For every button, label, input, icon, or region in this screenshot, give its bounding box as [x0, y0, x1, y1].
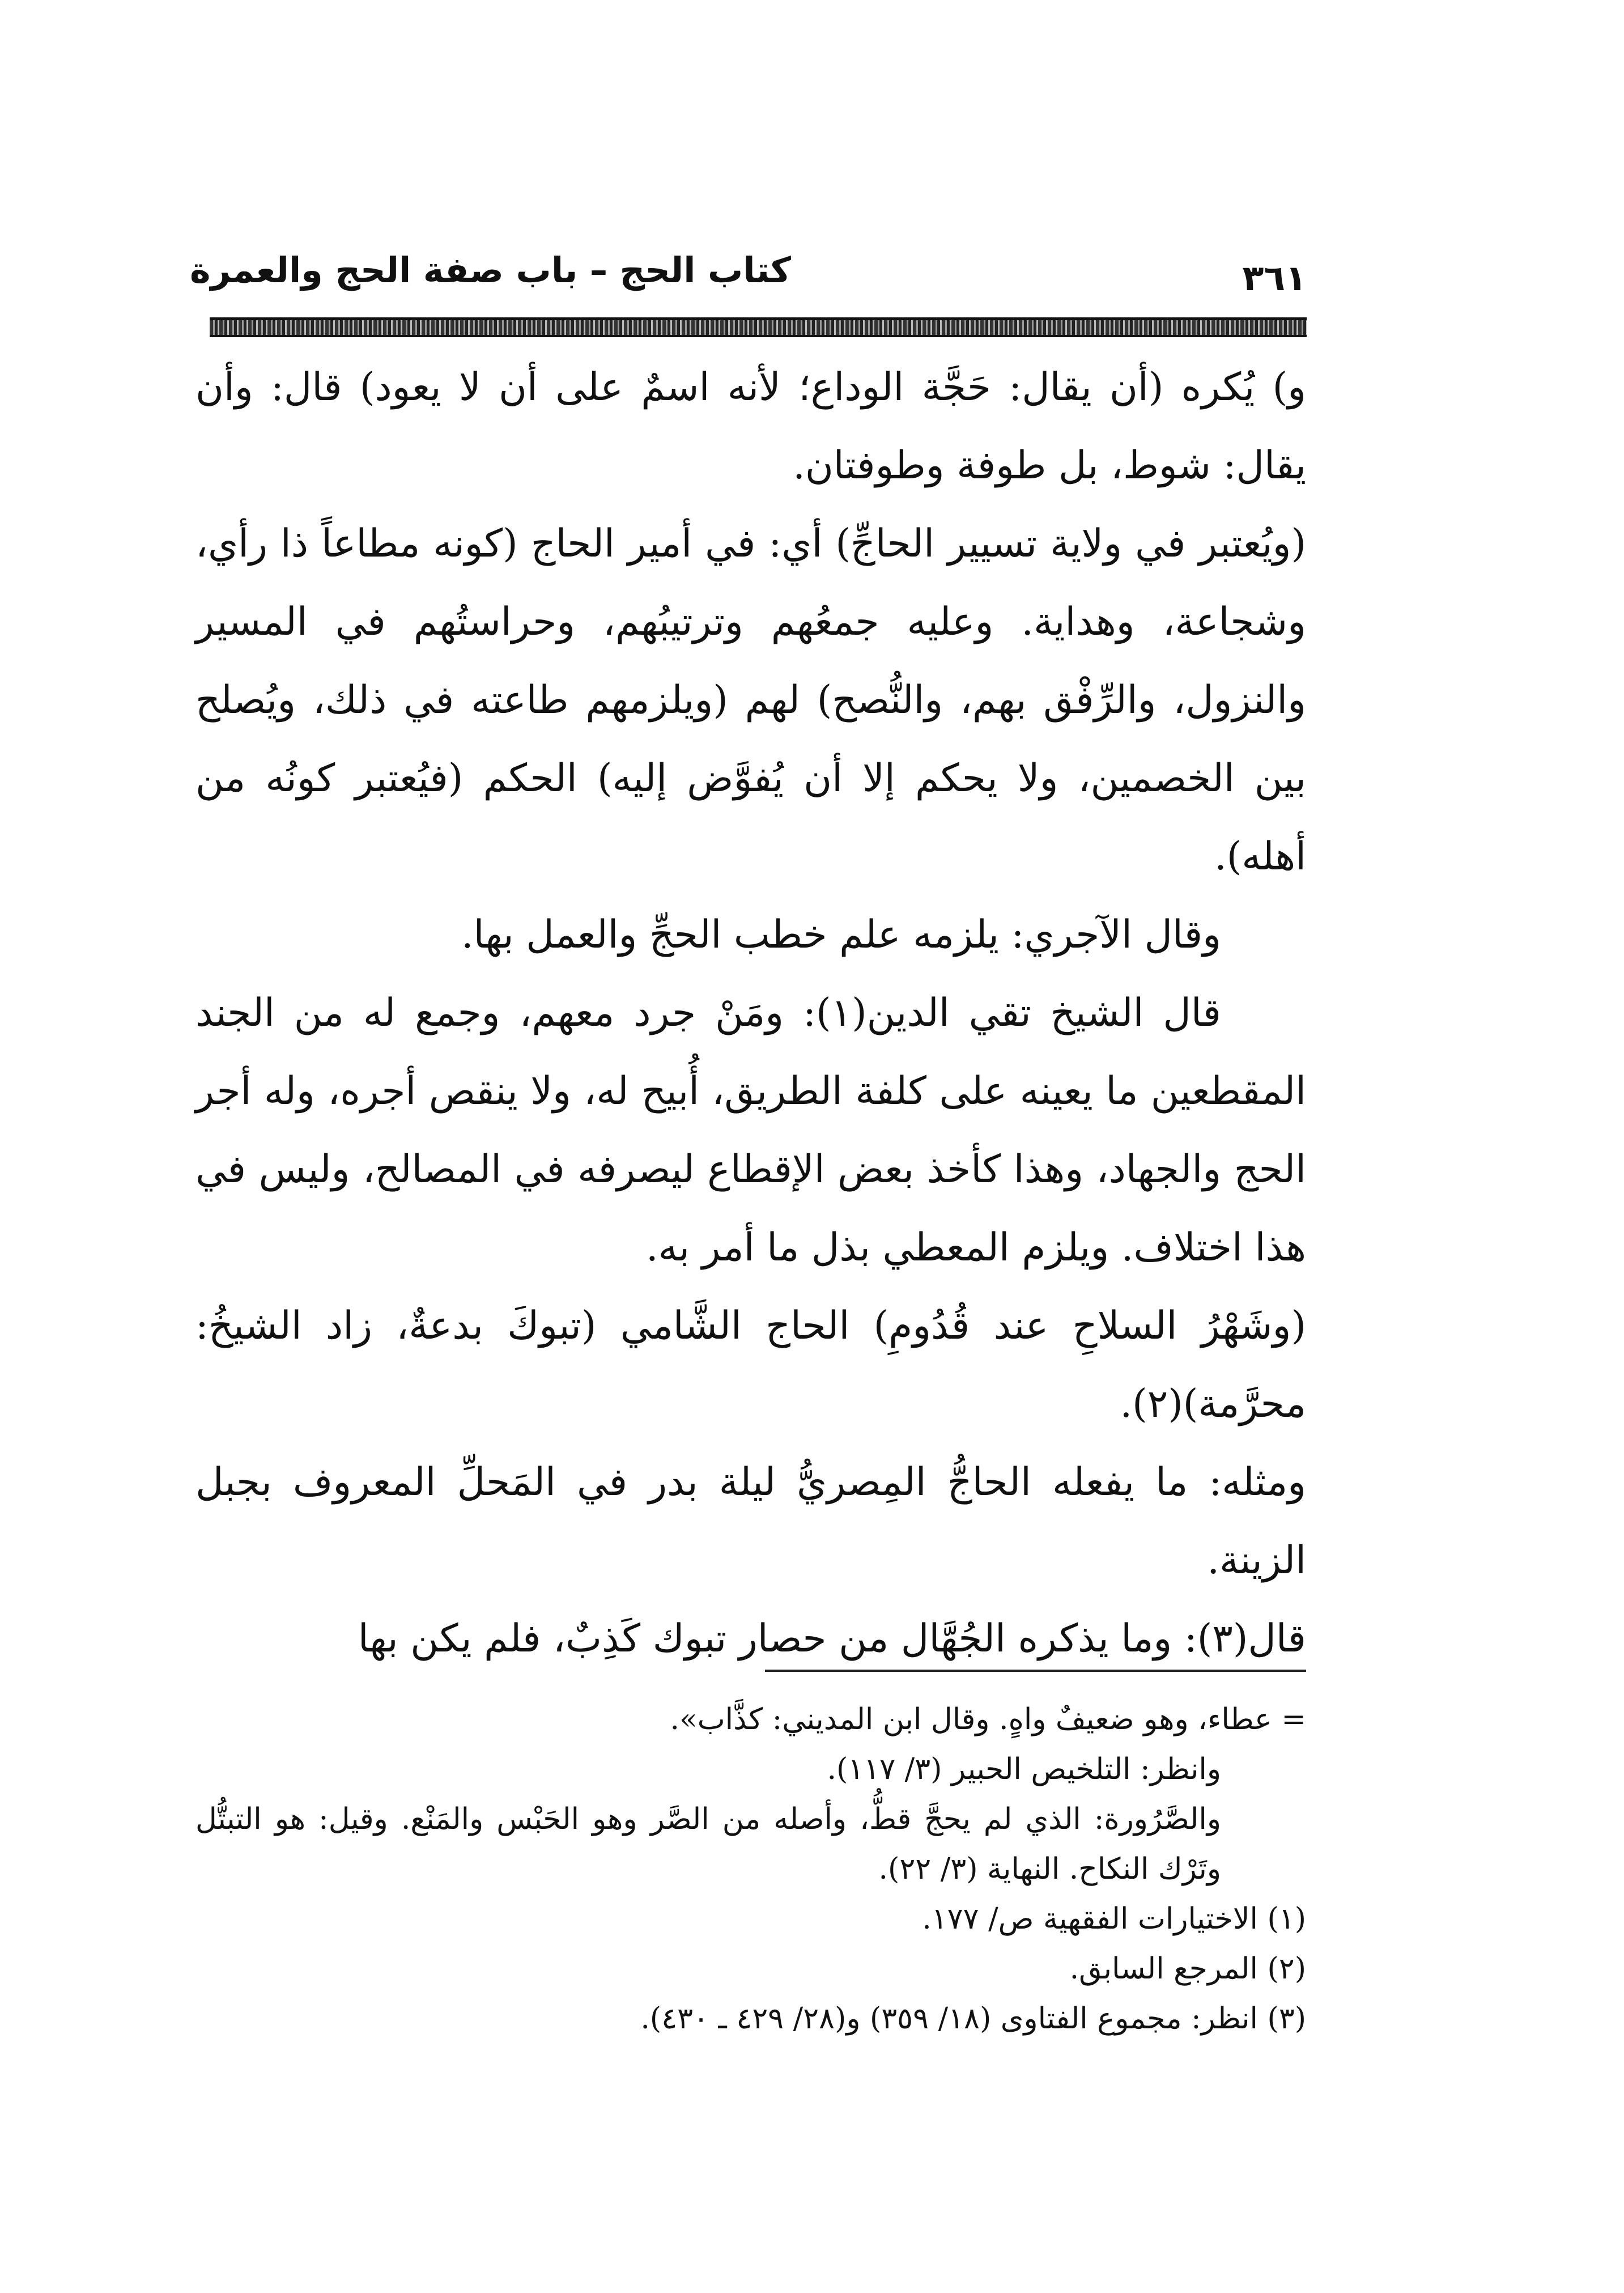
- paragraph: و) يُكره (أن يقال: حَجَّة الوداع؛ لأنه اسمٌ على أن لا يعود) قال: وأن يقال: شوط، بل طوفة وطوفتان.: [195, 365, 1306, 488]
- footnote-separator: [765, 1670, 1306, 1672]
- paragraph: وقال الآجري: يلزمه علم خطب الحجِّ والعمل بها.: [461, 912, 1221, 957]
- running-head: [189, 249, 1307, 312]
- paragraph: (ويُعتبر في ولاية تسيير الحاجِّ) أي: في أمير الحاج (كونه مطاعاً ذا رأي، وشجاعة، وهداية. وعليه جمعُهم وترتيبُهم، وحراستُهم في المسير والنزول، والرِّفْق بهم، والنُّصح) لهم (ويلزمهم طاعته في ذلك، ويُصلح بين الخصمين، ولا يحكم إلا أن يُفوَّض إليه) الحكم (فيُعتبر كونُه من أهله).: [195, 521, 1306, 879]
- paragraph: قال الشيخ تقي الدين(١): ومَنْ جرد معهم، وجمع له من الجند المقطعين ما يعينه على كلفة الطريق، أُبيح له، ولا ينقص أجره، وله أجر الحج والجهاد، وهذا كأخذ بعض الإقطاع ليصرفه في المصالح، وليس في هذا اختلاف. ويلزم المعطي بذل ما أمر به.: [195, 991, 1306, 1270]
- footnote-1: (١) الاختيارات الفقهية ص/ ١٧٧.: [922, 1902, 1306, 1936]
- footnote-2: (٢) المرجع السابق.: [1069, 1952, 1306, 1986]
- footnotes: [195, 1695, 1306, 2044]
- paragraph: (وشَهْرُ السلاحِ عند قُدُومِ) الحاج الشَّامي (تبوكَ بدعةٌ، زاد الشيخُ: محرَّمة)(٢).: [195, 1303, 1306, 1426]
- footnote-continuation: = عطاء، وهو ضعيفٌ واهٍ. وقال ابن المديني: كذَّاب».: [670, 1702, 1306, 1736]
- main-text: [195, 349, 1306, 1678]
- page-number: ٣٦١: [1242, 257, 1307, 299]
- footnote-3: (٣) انظر: مجموع الفتاوى (١٨/ ٣٥٩) و(٢٨/ ٤٢٩ ـ ٤٣٠).: [640, 2002, 1306, 2036]
- paragraph: ومثله: ما يفعله الحاجُّ المِصريُّ ليلة بدر في المَحلِّ المعروف بجبل الزينة.: [195, 1460, 1306, 1583]
- footnote-line: والصَّرُورة: الذي لم يحجَّ قطُّ، وأصله من الصَّر وهو الحَبْس والمَنْع. وقيل: هو التبتُّل وتَرْك النكاح. النهاية (٣/ ٢٢).: [195, 1802, 1221, 1886]
- chapter-title: كتاب الحج – باب صفة الحج والعمرة: [189, 249, 791, 291]
- footnote-line: وانظر: التلخيص الحبير (٣/ ١١٧).: [827, 1752, 1221, 1786]
- header-rule: [210, 317, 1307, 337]
- paragraph: قال(٣): وما يذكره الجُهَّال من حصار تبوك كَذِبٌ، فلم يكن بها: [358, 1616, 1306, 1661]
